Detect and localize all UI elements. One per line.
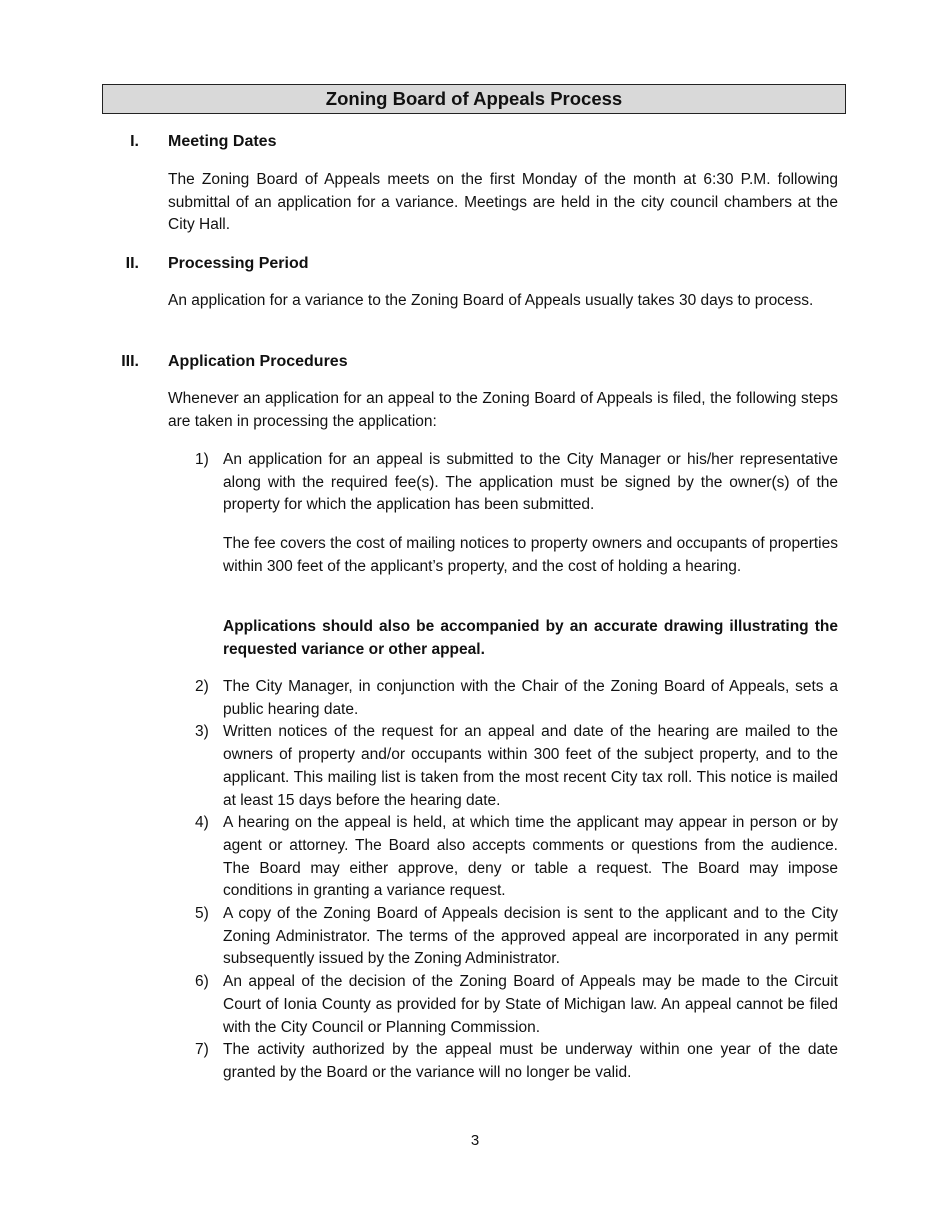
list-item (195, 676, 838, 721)
list-item (195, 971, 838, 1039)
list-item-number: 4) (195, 814, 209, 832)
procedure-list-steps-2-7 (195, 676, 838, 1085)
list-item-number: 7) (195, 1041, 209, 1059)
list-item (195, 812, 838, 903)
list-item-text: Written notices of the request for an appeal and date of the hearing are mailed to the owners of property and/or occupants within 300 feet of the subject property, and to the applicant. This mailing list is taken from the most recent City tax roll. This notice is mailed at least 15 days before the hearing date. (223, 723, 838, 809)
list-item-text: The City Manager, in conjunction with the Chair of the Zoning Board of Appeals, sets a public hearing date. (223, 678, 838, 718)
list-item-number: 5) (195, 905, 209, 923)
application-procedures-paragraph: Whenever an application for an appeal to the Zoning Board of Appeals is filed, the following steps are taken in processing the application: (168, 390, 838, 430)
section-title: Meeting Dates (168, 133, 277, 150)
list-item-text: An application for an appeal is submitted to the City Manager or his/her representative along with the required fee(s). The application must be signed by the owner(s) of the property for which the application has been submitted. (223, 451, 838, 514)
section-numeral: II. (125, 255, 139, 272)
document-title: Zoning Board of Appeals Process (102, 84, 846, 114)
procedure-list-step-1 (195, 449, 838, 517)
list-item-text: An appeal of the decision of the Zoning Board of Appeals may be made to the Circuit Court of Ionia County as provided for by State of Michigan law. An appeal cannot be filed with the City Council or Planning Commission. (223, 973, 838, 1036)
list-item (195, 721, 838, 812)
list-item (195, 1039, 838, 1084)
fee-paragraph: The fee covers the cost of mailing notices to property owners and occupants of properties within 300 feet of the applicant’s property, and the cost of holding a hearing. (223, 535, 838, 575)
section-numeral: I. (130, 133, 139, 150)
list-item-number: 6) (195, 973, 209, 991)
list-item-number: 3) (195, 723, 209, 741)
section-title: Processing Period (168, 255, 309, 272)
list-item-number: 1) (195, 451, 209, 468)
list-item-text: A hearing on the appeal is held, at which time the applicant may appear in person or by agent or attorney. The Board also accepts comments or questions from the audience. The Board may either approve, deny or table a request. The Board may impose conditions in granting a variance request. (223, 814, 838, 900)
processing-period-paragraph: An application for a variance to the Zoning Board of Appeals usually takes 30 days to process. (168, 292, 814, 309)
list-item-text: The activity authorized by the appeal must be underway within one year of the date granted by the Board or the variance will no longer be valid. (223, 1041, 838, 1081)
list-item (195, 903, 838, 971)
drawing-requirement-paragraph: Applications should also be accompanied by an accurate drawing illustrating the requested variance or other appeal. (223, 618, 838, 658)
section-numeral: III. (121, 353, 139, 370)
section-title: Application Procedures (168, 353, 348, 370)
list-item (195, 449, 838, 517)
meeting-dates-paragraph: The Zoning Board of Appeals meets on the first Monday of the month at 6:30 P.M. following submittal of an application for a variance. Meetings are held in the city council chambers at the City Hall. (168, 171, 838, 234)
list-item-text: A copy of the Zoning Board of Appeals decision is sent to the applicant and to the City Zoning Administrator. The terms of the approved appeal are incorporated in any permit subsequently issued by the Zoning Administrator. (223, 905, 838, 968)
list-item-number: 2) (195, 678, 209, 695)
page-number: 3 (470, 1132, 480, 1149)
